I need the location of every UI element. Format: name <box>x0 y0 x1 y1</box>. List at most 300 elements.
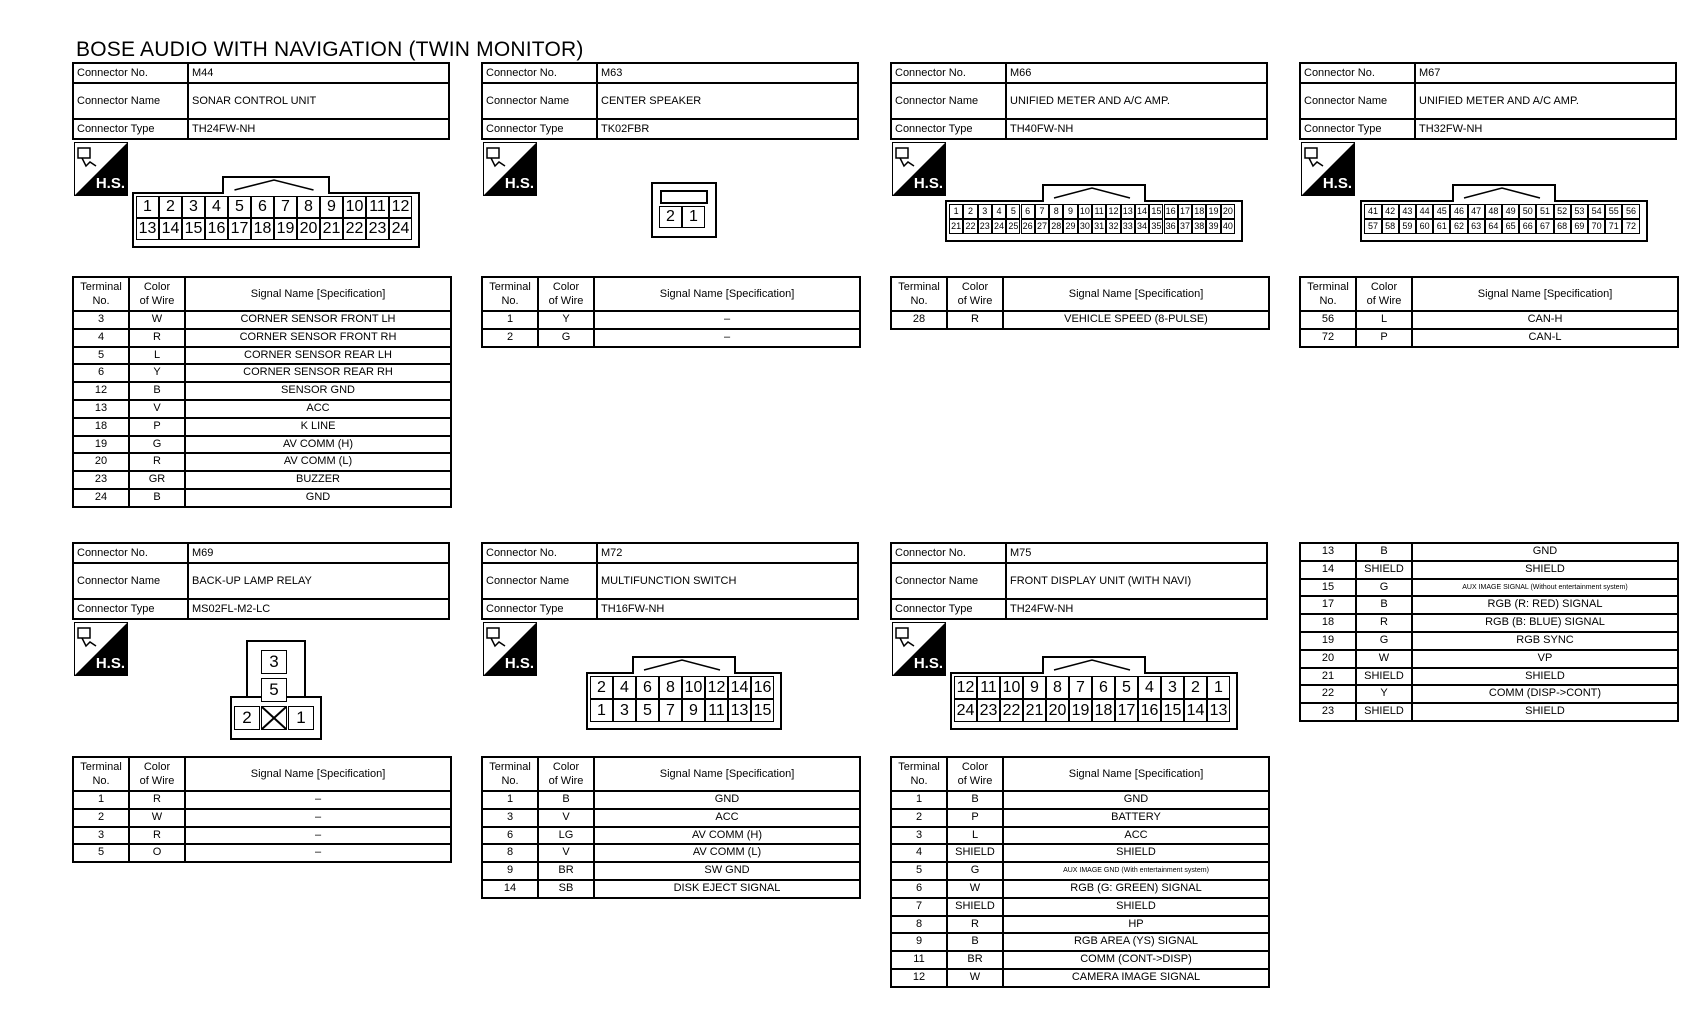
header-label-connector-name: Connector Name <box>73 83 188 119</box>
terminal-no: 2 <box>482 329 538 347</box>
wire-color: B <box>129 489 185 507</box>
connector-pin: 49 <box>1502 204 1519 219</box>
terminal-line1: Terminal <box>489 281 531 293</box>
connector-pin: 30 <box>1078 219 1092 234</box>
terminal-line2: No. <box>501 775 519 787</box>
header-label-connector-name: Connector Name <box>482 83 597 119</box>
terminal-no: 6 <box>73 364 129 382</box>
signal-name: SHIELD <box>1412 668 1678 686</box>
column-header-terminal <box>891 757 947 791</box>
signal-name: SHIELD <box>1412 561 1678 579</box>
connector-pin: 28 <box>1049 219 1063 234</box>
wire-color: L <box>947 827 1003 845</box>
connector-pin: 20 <box>1221 204 1235 219</box>
connector-pin: 63 <box>1468 219 1485 234</box>
table-row <box>482 862 860 880</box>
wire-color: G <box>538 329 594 347</box>
table-row <box>73 809 451 827</box>
connector-pin: 2 <box>963 204 977 219</box>
wire-color: SHIELD <box>1356 668 1412 686</box>
wire-color: B <box>947 933 1003 951</box>
connector-pin: 8 <box>1049 204 1063 219</box>
color-line2: of Wire <box>139 295 175 307</box>
signal-name: AV COMM (H) <box>594 827 860 845</box>
connector-pin: 6 <box>1092 676 1115 699</box>
signal-name: CORNER SENSOR FRONT LH <box>185 311 451 329</box>
signal-table <box>72 756 452 863</box>
connector-pin: 14 <box>1135 204 1149 219</box>
table-row <box>891 311 1269 329</box>
signal-name: SENSOR GND <box>185 382 451 400</box>
hs-badge-icon <box>74 142 128 196</box>
wire-color: B <box>129 382 185 400</box>
table-row <box>1300 329 1678 347</box>
connector-pin: 65 <box>1502 219 1519 234</box>
terminal-no: 11 <box>891 951 947 969</box>
signal-table <box>481 756 861 899</box>
connector-latch <box>222 176 330 194</box>
connector-pin: 60 <box>1416 219 1433 234</box>
table-row <box>1300 650 1678 668</box>
connector-pin: 16 <box>1138 699 1161 722</box>
signal-name: BATTERY <box>1003 809 1269 827</box>
connector-pin: 68 <box>1554 219 1571 234</box>
wire-color: G <box>1356 579 1412 597</box>
table-row <box>891 862 1269 880</box>
connector-pin: 17 <box>1178 204 1192 219</box>
wire-color: R <box>129 827 185 845</box>
hs-badge-label: H.S. <box>95 175 125 192</box>
connector-pin: 23 <box>978 219 992 234</box>
signal-name: VP <box>1412 650 1678 668</box>
wire-color: P <box>1356 329 1412 347</box>
wire-color: W <box>129 311 185 329</box>
color-line1: Color <box>961 281 989 293</box>
connector-pin: 15 <box>182 218 205 240</box>
terminal-no: 23 <box>1300 703 1356 721</box>
wire-color: Y <box>1356 685 1412 703</box>
signal-name: ACC <box>185 400 451 418</box>
table-row <box>73 364 451 382</box>
column-header-color <box>1356 277 1412 311</box>
signal-name: AV COMM (L) <box>185 453 451 471</box>
header-label-connector-no: Connector No. <box>73 63 188 83</box>
signal-table <box>890 756 1270 988</box>
signal-name: RGB (R: RED) SIGNAL <box>1412 596 1678 614</box>
wire-color: SHIELD <box>947 898 1003 916</box>
connector-pin: 67 <box>1536 219 1553 234</box>
hs-badge-label: H.S. <box>913 655 943 672</box>
table-row <box>891 827 1269 845</box>
wire-color: Y <box>538 311 594 329</box>
connector-pin: 12 <box>705 676 728 699</box>
table-row <box>73 382 451 400</box>
terminal-line1: Terminal <box>898 281 940 293</box>
signal-name: CORNER SENSOR REAR RH <box>185 364 451 382</box>
header-label-connector-type: Connector Type <box>1300 119 1415 139</box>
connector-pin: 35 <box>1149 219 1163 234</box>
connector-pin: 24 <box>389 218 412 240</box>
terminal-no: 20 <box>1300 650 1356 668</box>
connector-pin: 18 <box>1092 699 1115 722</box>
connector-pin: 10 <box>343 196 366 218</box>
signal-name: SW GND <box>594 862 860 880</box>
connector-pin: 17 <box>1115 699 1138 722</box>
connector-pin: 15 <box>751 699 774 722</box>
signal-name: AV COMM (L) <box>594 844 860 862</box>
terminal-no: 22 <box>1300 685 1356 703</box>
connector-pin: 2 <box>234 706 260 730</box>
wire-color: V <box>129 400 185 418</box>
signal-name: GND <box>185 489 451 507</box>
column-header-signal: Signal Name [Specification] <box>1412 277 1678 311</box>
connector-pin: 18 <box>251 218 274 240</box>
connector-pin: 7 <box>1069 676 1092 699</box>
signal-name: – <box>185 844 451 862</box>
terminal-no: 17 <box>1300 596 1356 614</box>
terminal-no: 4 <box>73 329 129 347</box>
wire-color: Y <box>129 364 185 382</box>
connector-pin: 11 <box>366 196 389 218</box>
header-label-connector-name: Connector Name <box>482 563 597 599</box>
table-row <box>891 898 1269 916</box>
connector-pin: 2 <box>159 196 182 218</box>
connector-pin: 4 <box>205 196 228 218</box>
terminal-no: 23 <box>73 471 129 489</box>
connector-pin: 22 <box>1000 699 1023 722</box>
header-label-connector-no: Connector No. <box>891 63 1006 83</box>
connector-pin: 70 <box>1588 219 1605 234</box>
connector-pin: 21 <box>320 218 343 240</box>
terminal-no: 5 <box>891 862 947 880</box>
table-row <box>891 951 1269 969</box>
signal-name: – <box>185 809 451 827</box>
column-header-terminal <box>482 277 538 311</box>
connector-pin: 10 <box>682 676 705 699</box>
connector-pin: 3 <box>261 650 287 674</box>
connector-pin: 27 <box>1035 219 1049 234</box>
table-row <box>891 916 1269 934</box>
column-header-terminal <box>1300 277 1356 311</box>
header-label-connector-no: Connector No. <box>482 63 597 83</box>
connector-pin: 6 <box>636 676 659 699</box>
signal-name: GND <box>594 791 860 809</box>
header-label-connector-name: Connector Name <box>73 563 188 599</box>
terminal-no: 20 <box>73 453 129 471</box>
connector-pin: 17 <box>228 218 251 240</box>
connector-pin: 25 <box>1006 219 1020 234</box>
header-value-no: M75 <box>1006 543 1267 563</box>
color-line2: of Wire <box>139 775 175 787</box>
connector-header <box>890 62 1268 140</box>
table-row <box>1300 579 1678 597</box>
connector-pin: 37 <box>1178 219 1192 234</box>
terminal-no: 24 <box>73 489 129 507</box>
table-row <box>482 844 860 862</box>
wire-color: B <box>1356 596 1412 614</box>
connector-pin: 2 <box>1184 676 1207 699</box>
terminal-no: 3 <box>73 311 129 329</box>
connector-pin: 24 <box>992 219 1006 234</box>
connector-pin: 50 <box>1519 204 1536 219</box>
table-row <box>891 844 1269 862</box>
terminal-no: 13 <box>1300 543 1356 561</box>
connector-pin: 1 <box>288 706 314 730</box>
connector-pin: 3 <box>182 196 205 218</box>
header-value-type: TH16FW-NH <box>597 599 858 619</box>
header-label-connector-type: Connector Type <box>482 599 597 619</box>
column-header-signal: Signal Name [Specification] <box>185 757 451 791</box>
header-value-no: M66 <box>1006 63 1267 83</box>
connector-latch <box>1042 184 1146 202</box>
header-value-no: M44 <box>188 63 449 83</box>
table-row <box>891 969 1269 987</box>
signal-name: HP <box>1003 916 1269 934</box>
signal-table <box>481 276 861 348</box>
connector-pin: 59 <box>1399 219 1416 234</box>
connector-pin: 11 <box>977 676 1000 699</box>
connector-pin: 31 <box>1092 219 1106 234</box>
signal-table <box>1299 542 1679 722</box>
signal-name: RGB AREA (YS) SIGNAL <box>1003 933 1269 951</box>
terminal-no: 3 <box>73 827 129 845</box>
table-row <box>73 489 451 507</box>
signal-name: COMM (CONT->DISP) <box>1003 951 1269 969</box>
column-header-signal: Signal Name [Specification] <box>185 277 451 311</box>
signal-table <box>1299 276 1679 348</box>
connector-pin: 12 <box>954 676 977 699</box>
connector-pin: 2 <box>590 676 613 699</box>
connector-pin: 57 <box>1364 219 1381 234</box>
connector-pin: 19 <box>274 218 297 240</box>
page-title: BOSE AUDIO WITH NAVIGATION (TWIN MONITOR) <box>76 38 584 61</box>
connector-pin: 6 <box>251 196 274 218</box>
table-row <box>482 329 860 347</box>
color-line2: of Wire <box>1366 295 1402 307</box>
connector-pin: 21 <box>949 219 963 234</box>
hs-badge-icon <box>892 142 946 196</box>
connector-pin: 23 <box>977 699 1000 722</box>
connector-pin: 13 <box>1121 204 1135 219</box>
connector-pin: 16 <box>1164 204 1178 219</box>
table-row <box>891 933 1269 951</box>
terminal-no: 12 <box>73 382 129 400</box>
header-value-name: SONAR CONTROL UNIT <box>188 83 449 119</box>
hs-badge-label: H.S. <box>913 175 943 192</box>
connector-pin: 47 <box>1468 204 1485 219</box>
connector-pin: 22 <box>963 219 977 234</box>
connector-pin: 13 <box>728 699 751 722</box>
connector-latch <box>660 190 708 204</box>
table-row <box>482 791 860 809</box>
header-label-connector-name: Connector Name <box>1300 83 1415 119</box>
wire-color: SHIELD <box>947 844 1003 862</box>
signal-name: COMM (DISP->CONT) <box>1412 685 1678 703</box>
connector-pin: 6 <box>1021 204 1035 219</box>
header-label-connector-no: Connector No. <box>73 543 188 563</box>
connector-header <box>1299 62 1677 140</box>
color-line2: of Wire <box>548 775 584 787</box>
column-header-terminal <box>73 277 129 311</box>
signal-name: SHIELD <box>1412 703 1678 721</box>
connector-pin: 10 <box>1000 676 1023 699</box>
header-label-connector-type: Connector Type <box>891 599 1006 619</box>
terminal-no: 28 <box>891 311 947 329</box>
wire-color: V <box>538 844 594 862</box>
hs-badge-icon <box>1301 142 1355 196</box>
signal-name: – <box>594 311 860 329</box>
connector-pin: 62 <box>1450 219 1467 234</box>
signal-name: RGB (G: GREEN) SIGNAL <box>1003 880 1269 898</box>
wire-color: W <box>947 969 1003 987</box>
connector-pin: 69 <box>1571 219 1588 234</box>
header-value-type: TH24FW-NH <box>1006 599 1267 619</box>
connector-pin: 34 <box>1135 219 1149 234</box>
signal-name: BUZZER <box>185 471 451 489</box>
column-header-color <box>538 757 594 791</box>
header-label-connector-type: Connector Type <box>73 119 188 139</box>
connector-pin: 53 <box>1571 204 1588 219</box>
connector-pin: 38 <box>1192 219 1206 234</box>
connector-pin: 13 <box>136 218 159 240</box>
color-line1: Color <box>552 761 580 773</box>
connector-pin: 39 <box>1206 219 1220 234</box>
connector-pin: 20 <box>1046 699 1069 722</box>
blocked-cavity-icon <box>261 706 287 730</box>
connector-header <box>481 62 859 140</box>
terminal-no: 14 <box>1300 561 1356 579</box>
terminal-no: 2 <box>73 809 129 827</box>
wire-color: LG <box>538 827 594 845</box>
wire-color: V <box>538 809 594 827</box>
wire-color: R <box>947 311 1003 329</box>
header-label-connector-type: Connector Type <box>482 119 597 139</box>
wire-color: BR <box>538 862 594 880</box>
signal-name: CAMERA IMAGE SIGNAL <box>1003 969 1269 987</box>
header-label-connector-name: Connector Name <box>891 83 1006 119</box>
header-label-connector-no: Connector No. <box>482 543 597 563</box>
header-label-connector-type: Connector Type <box>891 119 1006 139</box>
terminal-no: 5 <box>73 844 129 862</box>
connector-pin: 8 <box>659 676 682 699</box>
terminal-no: 8 <box>482 844 538 862</box>
connector-latch <box>632 656 736 674</box>
hs-badge-label: H.S. <box>504 655 534 672</box>
terminal-line2: No. <box>910 295 928 307</box>
table-row <box>1300 668 1678 686</box>
connector-pin: 1 <box>1207 676 1230 699</box>
terminal-line1: Terminal <box>80 281 122 293</box>
header-value-name: MULTIFUNCTION SWITCH <box>597 563 858 599</box>
table-row <box>73 400 451 418</box>
wire-color: B <box>538 791 594 809</box>
signal-table <box>72 276 452 508</box>
connector-pin: 3 <box>978 204 992 219</box>
connector-pin: 11 <box>705 699 728 722</box>
wire-color: O <box>129 844 185 862</box>
table-row <box>73 436 451 454</box>
terminal-no: 6 <box>891 880 947 898</box>
connector-pin: 4 <box>1138 676 1161 699</box>
terminal-line2: No. <box>92 775 110 787</box>
column-header-terminal <box>73 757 129 791</box>
column-header-color <box>947 277 1003 311</box>
connector-pin: 14 <box>159 218 182 240</box>
header-value-name: UNIFIED METER AND A/C AMP. <box>1006 83 1267 119</box>
connector-pin: 21 <box>1023 699 1046 722</box>
connector-pin: 19 <box>1069 699 1092 722</box>
connector-pin: 14 <box>728 676 751 699</box>
terminal-no: 21 <box>1300 668 1356 686</box>
table-row <box>73 418 451 436</box>
connector-pin: 4 <box>613 676 636 699</box>
terminal-no: 6 <box>482 827 538 845</box>
connector-pin: 9 <box>1063 204 1077 219</box>
connector-pin: 15 <box>1149 204 1163 219</box>
connector-pin: 51 <box>1536 204 1553 219</box>
wire-color: W <box>1356 650 1412 668</box>
connector-pin: 42 <box>1382 204 1399 219</box>
signal-name: RGB SYNC <box>1412 632 1678 650</box>
table-row <box>1300 596 1678 614</box>
connector-pin: 1 <box>590 699 613 722</box>
signal-name: RGB (B: BLUE) SIGNAL <box>1412 614 1678 632</box>
header-value-no: M67 <box>1415 63 1676 83</box>
connector-pin: 48 <box>1485 204 1502 219</box>
terminal-no: 1 <box>73 791 129 809</box>
connector-pin: 52 <box>1554 204 1571 219</box>
wire-color: B <box>1356 543 1412 561</box>
connector-pin: 72 <box>1622 219 1639 234</box>
connector-pin: 66 <box>1519 219 1536 234</box>
wire-color: R <box>129 453 185 471</box>
connector-pin: 71 <box>1605 219 1622 234</box>
wire-color: R <box>129 791 185 809</box>
connector-latch <box>1452 184 1556 202</box>
signal-name: SHIELD <box>1003 844 1269 862</box>
connector-pin: 19 <box>1206 204 1220 219</box>
header-label-connector-type: Connector Type <box>73 599 188 619</box>
color-line1: Color <box>143 761 171 773</box>
connector-pin: 24 <box>954 699 977 722</box>
terminal-line1: Terminal <box>898 761 940 773</box>
table-row <box>73 844 451 862</box>
terminal-no: 1 <box>482 311 538 329</box>
connector-pin: 45 <box>1433 204 1450 219</box>
terminal-no: 1 <box>891 791 947 809</box>
column-header-signal: Signal Name [Specification] <box>594 277 860 311</box>
header-value-type: TK02FBR <box>597 119 858 139</box>
column-header-signal: Signal Name [Specification] <box>594 757 860 791</box>
connector-pin: 14 <box>1184 699 1207 722</box>
table-row <box>1300 614 1678 632</box>
connector-pin: 20 <box>297 218 320 240</box>
color-line1: Color <box>143 281 171 293</box>
wire-color: R <box>129 329 185 347</box>
wire-color: B <box>947 791 1003 809</box>
terminal-no: 14 <box>482 880 538 898</box>
wire-color: W <box>947 880 1003 898</box>
wire-color: G <box>947 862 1003 880</box>
table-row <box>482 311 860 329</box>
signal-name: CAN-L <box>1412 329 1678 347</box>
connector-pin: 1 <box>682 206 705 228</box>
terminal-no: 4 <box>891 844 947 862</box>
header-value-type: TH32FW-NH <box>1415 119 1676 139</box>
connector-pin: 41 <box>1364 204 1381 219</box>
connector-pin: 15 <box>1161 699 1184 722</box>
terminal-no: 1 <box>482 791 538 809</box>
